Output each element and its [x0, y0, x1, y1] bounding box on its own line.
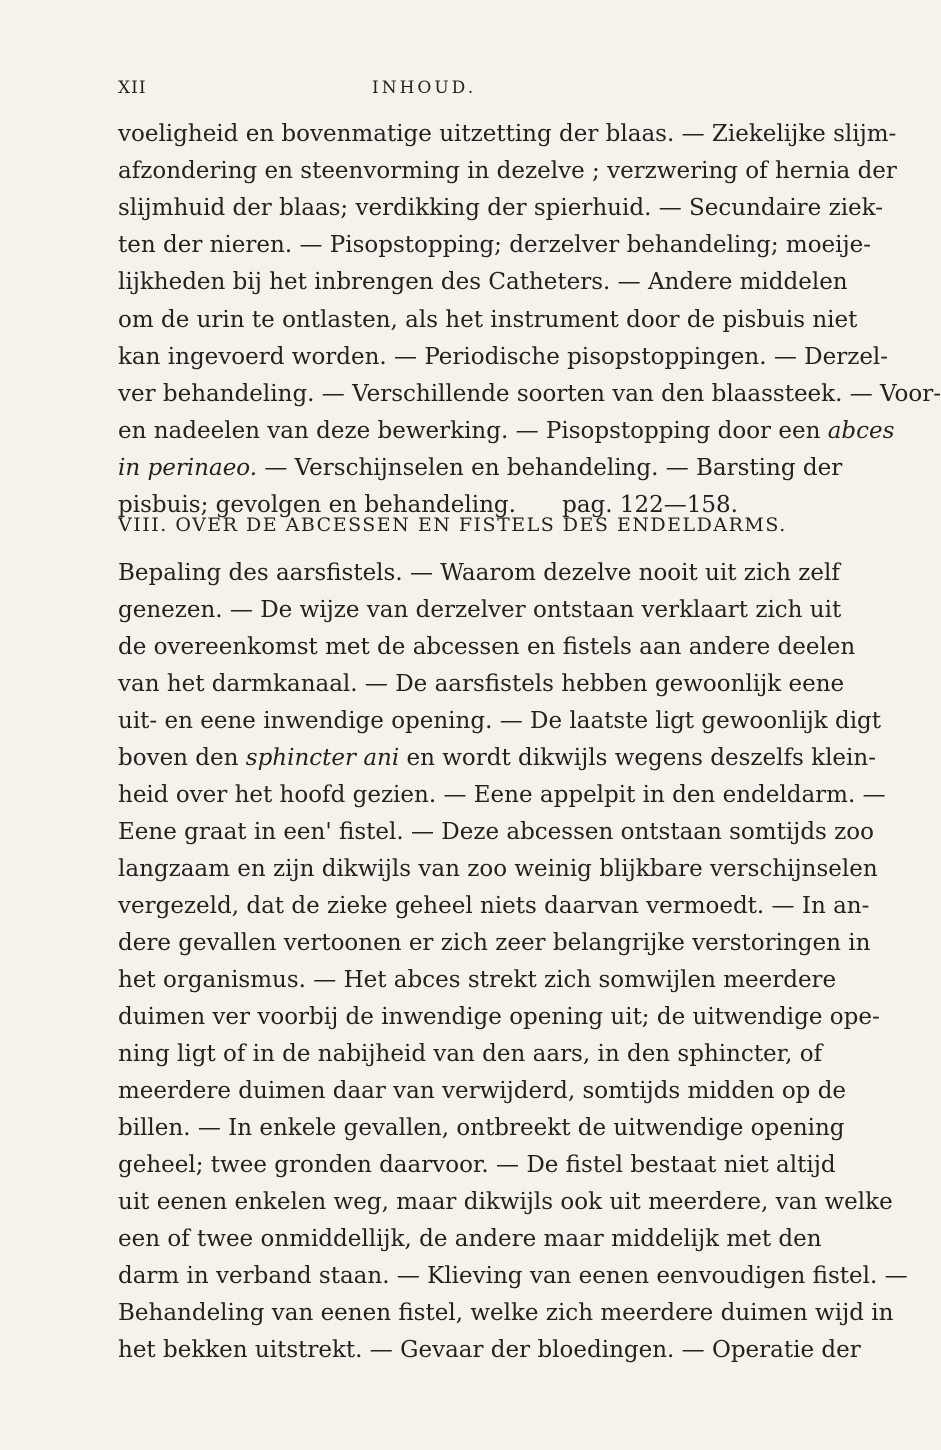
- text-line: voeligheid en bovenmatige uitzetting der blaas. — Ziekelijke slijm-: [118, 121, 897, 147]
- text-line: vergezeld, dat de zieke geheel niets daarvan vermoedt. — In an-: [118, 893, 870, 919]
- text-segment: boven den: [118, 745, 239, 771]
- text-line: duimen ver voorbij de inwendige opening uit; de uitwendige ope-: [118, 1004, 880, 1030]
- text-line: geheel; twee gronden daarvoor. — De fistel bestaat niet altijd: [118, 1152, 836, 1178]
- text-line: Behandeling van eenen fistel, welke zich meerdere duimen wijd in: [118, 1300, 894, 1326]
- text-line: meerdere duimen daar van verwijderd, somtijds midden op de: [118, 1078, 847, 1104]
- text-line: langzaam en zijn dikwijls van zoo weinig blijkbare verschijnselen: [118, 856, 878, 882]
- text-line: [118, 413, 895, 449]
- text-line: ver behandeling. — Verschillende soorten van den blaassteek. — Voor-: [118, 381, 941, 407]
- italic-term: in perinaeo.: [118, 455, 258, 481]
- text-line: slijmhuid der blaas; verdikking der spierhuid. — Secundaire ziek-: [118, 195, 883, 221]
- running-header: INHOUD.: [372, 78, 477, 98]
- page-number: XII: [118, 78, 147, 98]
- text-line: ten der nieren. — Pisopstopping; derzelver behandeling; moeije-: [118, 232, 872, 258]
- section-numeral: VIII.: [118, 514, 168, 536]
- text-line: uit- en eene inwendige opening. — De laatste ligt gewoonlijk digt: [118, 708, 882, 734]
- text-line: lijkheden bij het inbrengen des Catheters. — Andere middelen: [118, 269, 848, 295]
- text-line: uit eenen enkelen weg, maar dikwijls ook uit meerdere, van welke: [118, 1189, 893, 1215]
- text-line: om de urin te ontlasten, als het instrument door de pisbuis niet: [118, 307, 858, 333]
- italic-term: sphincter ani: [245, 745, 400, 771]
- text-line: van het darmkanaal. — De aarsfistels hebben gewoonlijk eene: [118, 671, 845, 697]
- text-line: het bekken uitstrekt. — Gevaar der bloedingen. — Operatie der: [118, 1337, 861, 1363]
- text-line: billen. — In enkele gevallen, ontbreekt de uitwendige opening: [118, 1115, 845, 1141]
- text-line: dere gevallen vertoonen er zich zeer belangrijke verstoringen in: [118, 930, 871, 956]
- text-line: [118, 740, 876, 776]
- text-line: een of twee onmiddellijk, de andere maar middelijk met den: [118, 1226, 822, 1252]
- text-segment: en wordt dikwijls wegens deszelfs klein-: [399, 745, 876, 771]
- text-line: afzondering en steenvorming in dezelve ; verzwering of hernia der: [118, 158, 897, 184]
- section-heading: [118, 514, 787, 536]
- text-line: Eene graat in een' fistel. — Deze abcessen ontstaan somtijds zoo: [118, 819, 874, 845]
- text-line: het organismus. — Het abces strekt zich somwijlen meerdere: [118, 967, 837, 993]
- text-segment: pisbuis; gevolgen en behandeling.: [118, 492, 516, 518]
- text-segment: en nadeelen van deze bewerking. — Pisopstopping door een: [118, 418, 821, 444]
- text-line: ning ligt of in de nabijheid van den aars, in den sphincter, of: [118, 1041, 823, 1067]
- text-line: kan ingevoerd worden. — Periodische pisopstoppingen. — Derzel-: [118, 344, 889, 370]
- text-line: Bepaling des aarsfistels. — Waarom dezelve nooit uit zich zelf: [118, 560, 840, 586]
- text-line: heid over het hoofd gezien. — Eene appelpit in den endeldarm. —: [118, 782, 886, 808]
- italic-term: abces: [827, 418, 895, 444]
- text-line: darm in verband staan. — Klieving van eenen eenvoudigen fistel. —: [118, 1263, 908, 1289]
- text-line: genezen. — De wijze van derzelver ontstaan verklaart zich uit: [118, 597, 842, 623]
- page-reference: pag. 122—158.: [562, 492, 738, 518]
- section-title: OVER DE ABCESSEN EN FISTELS DES ENDELDARMS.: [175, 514, 787, 536]
- text-line: [118, 450, 843, 486]
- text-segment: — Verschijnselen en behandeling. — Barsting der: [257, 455, 843, 481]
- text-line: de overeenkomst met de abcessen en fistels aan andere deelen: [118, 634, 856, 660]
